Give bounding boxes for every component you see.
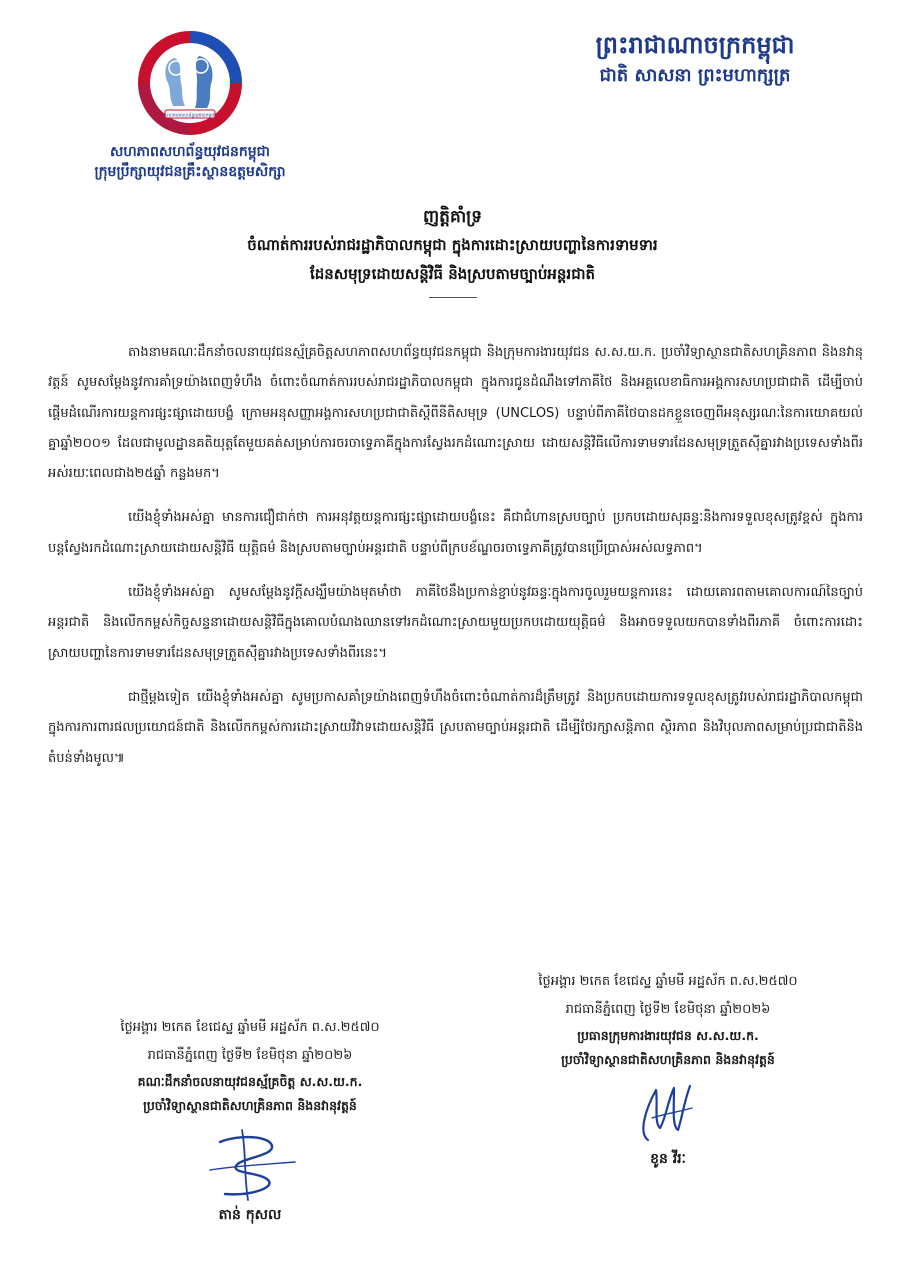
signature-block-left	[40, 1014, 460, 1226]
signatory-role-line-2: ប្រចាំវិទ្យាស្ថានជាតិសហគ្រិនភាព និងនវានុវត្តន៍	[143, 1098, 357, 1113]
handwritten-signature	[180, 1124, 320, 1204]
lunar-date: ថ្ងៃអង្គារ ២កេត ខែជេស្ឋ ឆ្នាំមមី អដ្ឋស័ក ព.ស.២៥៧០	[538, 974, 798, 989]
document-heading	[40, 203, 865, 298]
document-subtitle-line-2: ដែនសមុទ្រដោយសន្តិវិធី និងស្របតាមច្បាប់អន្តរជាតិ	[309, 265, 595, 283]
lunar-date: ថ្ងៃអង្គារ ២កេត ខែជេស្ឋ ឆ្នាំមមី អដ្ឋស័ក ព.ស.២៥៧០	[120, 1020, 380, 1035]
body-paragraph: ជាថ្មីម្តងទៀត យើងខ្ញុំទាំងអស់គ្នា សូមប្រកាសគាំទ្រយ៉ាងពេញទំហឹងចំពោះចំណាត់ការដ៏ត្រឹមត្រូវ និងប្រកបដោយការទទួលខុសត្រូវរបស់រាជរដ្ឋាភិបាលកម្ពុជា ក្នុងការការពារផលប្រយោជន៍ជាតិ និងលើកកម្ពស់ការដោះស្រាយវិវាទដោយសន្តិវិធី ស្របតាមច្បាប់អន្តរជាតិ ដើម្បីថែរក្សាសន្តិភាព ស្ថិរភាព និងវិបុលភាពសម្រាប់ប្រជាជាតិនិងតំបន់ទាំងមូល៕	[48, 689, 863, 766]
organization-name: សហភាពសហព័ន្ធយុវជនកម្ពុជា	[110, 144, 270, 160]
logo-text: សហភាពសហព័ន្ធយុវជនកម្ពុជា	[164, 113, 216, 119]
signatory-role-line-2: ប្រចាំវិទ្យាស្ថានជាតិសហគ្រិនភាព និងនវានុវត្តន៍	[561, 1052, 775, 1067]
body-paragraph: តាងនាមគណៈដឹកនាំចលនាយុវជនស្ម័គ្រចិត្តសហភាពសហព័ន្ធយុវជនកម្ពុជា និងក្រុមការងារយុវជន ស.ស.យ.ក. ប្រចាំវិទ្យាស្ថានជាតិសហគ្រិនភាព និងនវានុវត្តន៍ សូមសម្តែងនូវការគាំទ្រយ៉ាងពេញទំហឹង ចំពោះចំណាត់ការរបស់រាជរដ្ឋាភិបាលកម្ពុជា ក្នុងការជូនដំណឹងទៅភាគីថៃ និងអគ្គលេខាធិការអង្គការសហប្រជាជាតិ ដើម្បីចាប់ផ្តើមដំណើរការយន្តការផ្សះផ្សាដោយបង្ខំ ក្រោមអនុសញ្ញាអង្គការសហប្រជាជាតិស្តីពីនីតិសមុទ្រ (UNCLOS) បន្ទាប់ពីភាគីថៃបានដកខ្លួនចេញពីអនុស្សរណៈនៃការយោគយល់គ្នាឆ្នាំ២០០១ ដែលជាមូលដ្ឋានគតិយុត្តតែមួយគត់សម្រាប់ការចរចាទ្វេភាគីក្នុងការស្វែងរកដំណោះស្រាយ ដោយសន្តិវិធីលើការទាមទារដែនសមុទ្រត្រួតស៊ីគ្នារវាងប្រទេសទាំងពីរអស់រយៈពេលជាង២៥ឆ្នាំ កន្លងមក។	[48, 345, 863, 482]
handwritten-signature	[608, 1078, 728, 1148]
signatory-name: ខូន វីរៈ	[650, 1151, 686, 1167]
signature-block-right	[468, 968, 868, 1170]
kingdom-title: ព្រះរាជាណាចក្រកម្ពុជា	[595, 30, 795, 59]
solar-date: រាជធានីភ្នំពេញ ថ្ងៃទី២ ខែមិថុនា ឆ្នាំ២០២៦	[565, 1002, 771, 1017]
signatory-role-line-1: គណៈដឹកនាំចលនាយុវជនស្ម័គ្រចិត្ត ស.ស.យ.ក.	[137, 1074, 363, 1089]
document-subtitle-line-1: ចំណាត់ការរបស់រាជរដ្ឋាភិបាលកម្ពុជា ក្នុងការដោះស្រាយបញ្ហានៃការទាមទារ	[247, 236, 658, 254]
kingdom-header	[545, 28, 845, 90]
kingdom-motto: ជាតិ សាសនា ព្រះមហាក្សត្រ	[599, 65, 791, 86]
signatory-name: តាន់ កុសល	[218, 1207, 282, 1223]
signatory-role-line-1: ប្រធានក្រុមការងារយុវជន ស.ស.យ.ក.	[577, 1028, 759, 1043]
org-emblem-logo	[135, 28, 245, 138]
organization-council-name: ក្រុមប្រឹក្សាយុវជនគ្រឹះស្ថានឧត្តមសិក្សា	[94, 164, 286, 180]
document-body	[48, 338, 863, 788]
body-paragraph: យើងខ្ញុំទាំងអស់គ្នា សូមសម្តែងនូវក្តីសង្ឃឹមយ៉ាងមុតមាំថា ភាគីថៃនឹងប្រកាន់ខ្ជាប់នូវឆន្ទៈក្នុងការចូលរួមយន្តការនេះ ដោយគោរពតាមគោលការណ៍នៃច្បាប់អន្តរជាតិ និងលើកកម្ពស់កិច្ចសន្ទនាដោយសន្តិវិធីក្នុងគោលបំណងឈានទៅរកដំណោះស្រាយមួយប្រកបដោយយុត្តិធម៌ និងអាចទទួលយកបានទាំងពីរភាគី ចំពោះការដោះស្រាយបញ្ហានៃការទាមទារដែនសមុទ្រត្រួតស៊ីគ្នារវាងប្រទេសទាំងពីរនេះ។	[48, 585, 863, 661]
document-title: ញត្តិគាំទ្រ	[422, 207, 483, 227]
title-divider	[429, 297, 477, 298]
organization-header	[40, 28, 340, 182]
body-paragraph: យើងខ្ញុំទាំងអស់គ្នា មានការជឿជាក់ថា ការអនុវត្តយន្តការផ្សះផ្សាដោយបង្ខំនេះ គឺជាជំហានស្របច្បាប់ ប្រកបដោយសុឆន្ទៈនិងការទទួលខុសត្រូវខ្ពស់ ក្នុងការបន្តស្វែងរកដំណោះស្រាយដោយសន្តិវិធី យុត្តិធម៌ និងស្របតាមច្បាប់អន្តរជាតិ បន្ទាប់ពីក្របខ័ណ្ឌចរចាទ្វេភាគីត្រូវបានប្រើប្រាស់អស់លទ្ធភាព។	[48, 510, 863, 556]
solar-date: រាជធានីភ្នំពេញ ថ្ងៃទី២ ខែមិថុនា ឆ្នាំ២០២៦	[147, 1048, 353, 1063]
